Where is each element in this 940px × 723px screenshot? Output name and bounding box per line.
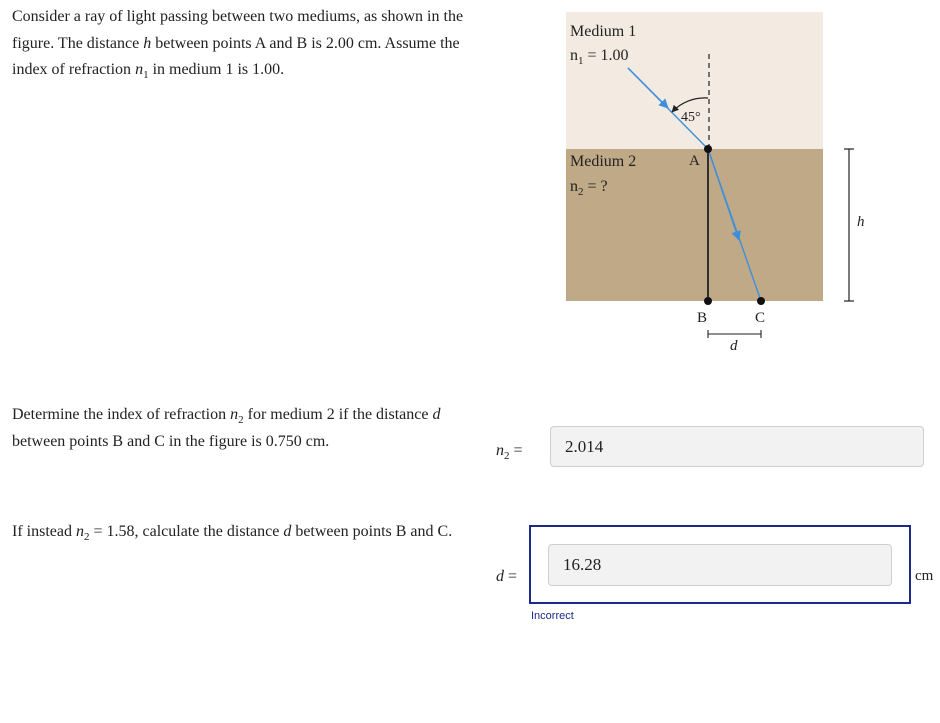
medium2-label: Medium 2 — [570, 153, 637, 170]
question1-text: Determine the index of refraction $n_2$ for medium 2 if the distance d between points B and C in the figure is 0.750 cm. — [12, 406, 441, 450]
medium2-region — [566, 149, 823, 301]
d-answer-label: d = — [496, 568, 518, 585]
point-b-label: B — [697, 310, 708, 326]
h-label: h — [857, 214, 865, 230]
incorrect-feedback: Incorrect — [531, 610, 574, 622]
n2-label: $n_2$ = ? — [570, 178, 608, 198]
angle-label: 45° — [681, 110, 701, 125]
intro-paragraph: Consider a ray of light passing between two mediums, as shown in the figure. The distance h between points A and B is 2.00 cm. Assume the index of refraction $n_1$ in medium 1 is 1.00. — [12, 8, 464, 82]
d-answer-input[interactable] — [548, 544, 892, 586]
n1-label: $n_1 = 1.00$ — [570, 47, 629, 67]
d-label: d — [730, 338, 738, 354]
question2-text: If instead $n_2 = 1.58$, calculate the distance d between points B and C. — [12, 523, 453, 544]
point-c-label: C — [755, 310, 766, 326]
unit-label: cm — [915, 568, 934, 584]
point-a-label: A — [689, 153, 700, 169]
n2-answer-label: $n_2$ = — [496, 442, 523, 463]
point-a-dot — [704, 145, 712, 153]
point-b-dot — [704, 297, 712, 305]
refraction-figure — [558, 8, 868, 358]
medium1-label: Medium 1 — [570, 23, 637, 40]
point-c-dot — [757, 297, 765, 305]
n2-answer-input[interactable] — [550, 426, 924, 467]
